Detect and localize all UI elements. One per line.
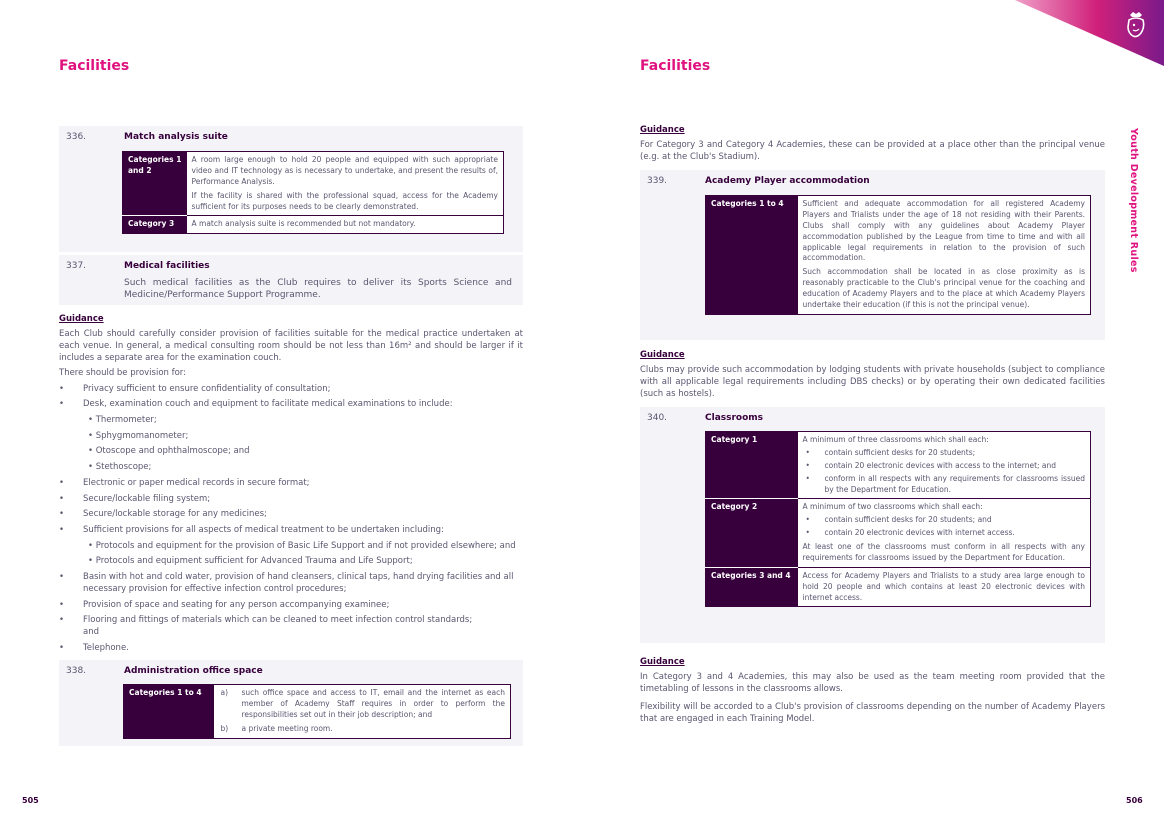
category-text: a) such office space and access to IT, email and the internet as each member of Academy Staff requires in order to perform the responsibilities set out in their job description; and b) a private meeting room.: [220, 688, 505, 733]
rule-number: 339.: [647, 176, 668, 186]
category-text: A minimum of two classrooms which shall each: • contain sufficient desks for 20 students; and • contain 20 electronic devices with internet access. At least one of the classrooms must conform in all respects with any requirements for classrooms issued by the Department for Education.: [798, 499, 1091, 567]
sub-list-item: • Otoscope and ophthalmoscope; and: [88, 446, 250, 456]
guidance-label: Guidance: [640, 125, 685, 135]
category-table: [122, 151, 504, 234]
guidance-paragraph: There should be provision for:: [59, 368, 187, 378]
sub-list-item: • Stethoscope;: [88, 462, 152, 472]
rule-number: 336.: [66, 132, 87, 142]
category-text: A minimum of three classrooms which shall each: • contain sufficient desks for 20 students; • contain 20 electronic devices with access to the internet; and • conform in all respects with any requirements for classrooms issued by the Department for Education.: [798, 432, 1091, 499]
guidance-label: Guidance: [59, 314, 104, 324]
guidance-label: Guidance: [640, 350, 685, 360]
page-heading: Facilities: [59, 58, 130, 74]
guidance-paragraph: In Category 3 and 4 Academies, this may also be used as the team meeting room provided that the timetabling of lessons in the classrooms allows.: [640, 672, 1105, 694]
rule-number: 338.: [66, 666, 87, 676]
guidance-paragraph: Flexibility will be accorded to a Club's provision of classrooms depending on the number of Academy Players that are engaged in each Training Model.: [640, 702, 1105, 724]
list-item-continuation: necessary provision for effective infection control procedures;: [83, 584, 347, 594]
rule-number: 337.: [66, 261, 87, 271]
category-label: Category 1: [706, 432, 798, 499]
guidance-paragraph: Each Club should carefully consider provision of facilities suitable for the medical practice undertaken at each venue. In general, a medical consulting room should be not less than 16m² and should be larger if it includes a separate area for the examination couch.: [59, 329, 523, 363]
category-text: Access for Academy Players and Trialists to a study area large enough to hold 20 people and which contains at least 20 electronic devices with internet access.: [802, 570, 1085, 602]
category-text: Sufficient and adequate accommodation for all registered Academy Players and Trialists under the age of 18 not residing with their Parents. Clubs shall comply with any guidelines about Academy Player accommodation published by the League from time to time and with all applicable legal requirements in relation to the provision of such accommodation. Such accommodation shall be located in as close proximity as is reasonably practicable to the Club's principal venue for the coaching and education of Academy Players and to the place at which Academy Players undertake their education (if this is not the principal venue).: [802, 199, 1085, 309]
rule-337: [59, 255, 523, 305]
page-number: 506: [1126, 796, 1143, 805]
guidance-paragraph: For Category 3 and Category 4 Academies, these can be provided at a place other than the principal venue (e.g. at the Club's Stadium).: [640, 140, 1105, 162]
page-heading: Facilities: [640, 58, 711, 74]
sidebar-title: Youth Development Rules: [1128, 128, 1139, 273]
rule-title: Administration office space: [124, 666, 263, 676]
category-text: A room large enough to hold 20 people and equipped with such appropriate video and IT technology as is necessary to undertake, and present the results of, Performance Analysis. If the facility is shared with the professional squad, access for the Academy sufficient for its purposes needs to be clearly demonstrated.: [187, 152, 504, 216]
guidance-paragraph: Clubs may provide such accommodation by lodging students with private households (subject to compliance with all applicable legal requirements including DBS checks) or by operating their own dedicated facilities (such as hostels).: [640, 365, 1105, 399]
category-table: [705, 431, 1091, 607]
sub-list-item: • Protocols and equipment sufficient for Advanced Trauma and Life Support;: [88, 556, 413, 566]
category-text: A match analysis suite is recommended but not mandatory.: [191, 219, 416, 229]
category-table: [123, 684, 511, 739]
category-label: Categories 3 and 4: [706, 567, 798, 607]
lion-crest-icon: [1124, 11, 1148, 41]
rule-340: [640, 407, 1105, 643]
category-label: Category 3: [123, 216, 187, 234]
sub-list-item: • Thermometer;: [88, 415, 157, 425]
rule-title: Academy Player accommodation: [705, 176, 870, 186]
guidance-label: Guidance: [640, 657, 685, 667]
category-label: Categories 1 to 4: [124, 685, 214, 739]
page-number: 505: [22, 796, 39, 805]
rule-text: Such medical facilities as the Club requires to deliver its Sports Science and Medicine/Performance Support Programme.: [124, 278, 512, 301]
rule-title: Classrooms: [705, 413, 764, 423]
category-label: Categories 1 to 4: [706, 196, 798, 315]
rule-339: [640, 170, 1105, 340]
rule-338: [59, 660, 523, 746]
sub-list-item: • Sphygmomanometer;: [88, 431, 189, 441]
list-item-continuation: and: [83, 627, 99, 637]
right-page: [582, 0, 1164, 825]
category-table: [705, 195, 1091, 315]
category-label: Categories 1 and 2: [123, 152, 187, 216]
category-label: Category 2: [706, 499, 798, 567]
left-page: Facilities 336. Match analysis suite Categories 1 and 2 A room large enough to hold 20 people and equipped with such appropriate video and IT technology as is necessary to undertake, and present the results of, Performance Analysis. If the facility is shared with the professional squad, access for the Academy sufficient for its purposes needs to be clearly demonstrated. Category 3 A match analysis suite is recommended but not mandatory. 337. Medical facilities Such medical facilities as the Club requires to deliver its Sports Science and Medicine/Performance Support Programme. Guidance Each Club should carefully consider provision of facilities suitable for the medical practice undertaken at each venue. In general, a medical consulting room should be not less than 16m² and should be larger if it includes a separate area for the examination couch. There should be provision for: Privacy sufficient to ensure confidentiality of consultation; Desk, examination couch and equipment to facilitate medical examinations to include: • Thermometer; • Sphygmomanometer; • Otoscope and ophthalmoscope; and • Stethoscope; Electronic or paper medical records in secure format; Secure/lockable filing system; Secure/lockable storage for any medicines; Sufficient provisions for all aspects of medical treatment to be undertaken including: • Protocols and equipment for the provision of Basic Life Support and if not provided elsewhere; and • Protocols and equipment sufficient for Advanced Trauma and Life Support; Basin with hot and cold water, provision of hand cleansers, clinical taps, hand drying facilities and all necessary provision for effective infection control procedures; Provision of space and seating for any person accompanying examinee; Flooring and fittings of materials which can be cleaned to meet infection control standards; and Telephone. 338. Administration office space Categories 1 to 4 a) such office space and access to IT, email and the internet as each member of Academy Staff requires in order to perform the responsibilities set out in their job description; and b) a private meeting room. 505: [22, 58, 523, 805]
sub-list-item: • Protocols and equipment for the provision of Basic Life Support and if not provided elsewhere; and: [88, 541, 516, 551]
rule-title: Match analysis suite: [124, 132, 228, 142]
rule-336: [59, 126, 523, 252]
rule-number: 340.: [647, 413, 668, 423]
rule-title: Medical facilities: [124, 261, 210, 271]
